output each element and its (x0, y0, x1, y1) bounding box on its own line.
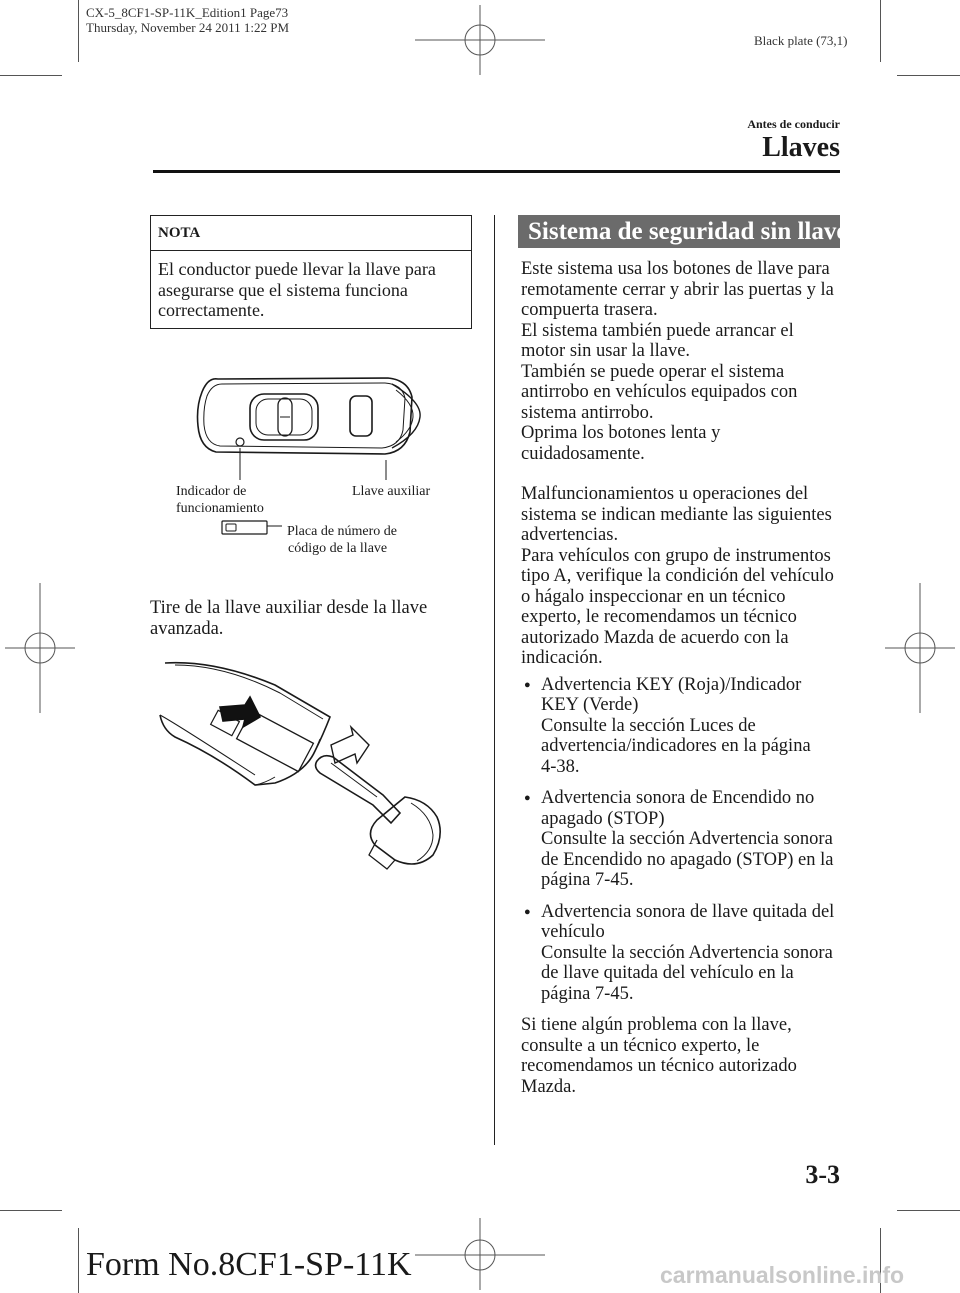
section-heading: Sistema de seguridad sin llave (528, 218, 848, 245)
form-number: Form No.8CF1-SP-11K (86, 1246, 412, 1283)
aux-key-removal-figure (155, 655, 455, 900)
aux-key-blade (316, 756, 400, 823)
pull-arrow (331, 727, 369, 763)
aux-key-instruction: Tire de la llave auxiliar desde la llave avanzada. (150, 598, 428, 639)
bullet-icon: ● (524, 678, 531, 691)
label-code-plate: Placa de número de código de la llave (287, 524, 398, 556)
bullet-icon: ● (524, 905, 531, 918)
intro-paragraph: Este sistema usa los botones de llave para remotamente cerrar y abrir las puertas y la compuerta trasera. El sistema también puede arrancar el motor sin usar la llave. También se puede operar el sistema antirrobo en vehículos equipados con sistema antirrobo. Oprima los botones lenta y cuidadosamente. (521, 259, 834, 464)
aux-key-head (370, 797, 440, 864)
warning-list (521, 675, 851, 1005)
note-box (150, 215, 472, 329)
release-arrow (220, 697, 260, 727)
header-rule (153, 170, 840, 173)
right-column (521, 259, 851, 1097)
trunk-button (350, 396, 372, 436)
section-label: Antes de conducir (747, 117, 840, 131)
operation-indicator (236, 438, 244, 446)
label-indicator: Indicador de funcionamiento (176, 484, 264, 516)
list-item: ● Advertencia sonora de llave quitada del vehículo Consulte la sección Advertencia sonora de llave quitada del vehículo en la página 7-45. (524, 901, 835, 1004)
aux-key-tab (385, 378, 412, 454)
print-date-line: Thursday, November 24 2011 1:22 PM (86, 20, 290, 35)
note-heading: NOTA (151, 216, 471, 251)
warning-paragraph: Malfuncionamientos u operaciones del sistema se indican mediante las siguientes advertencias. Para vehículos con grupo de instrumentos tipo A, verifique la condición del vehículo o hágalo inspeccionar en un técnico experto, le recomendamos un técnico autorizado Mazda de acuerdo con la indicación. (521, 484, 834, 668)
bullet-icon: ● (524, 792, 531, 804)
watermark: carmanualsonline.info (660, 1262, 905, 1288)
list-item: ● Advertencia KEY (Roja)/Indicador KEY (Verde) Consulte la sección Luces de advertencia/indicadores en la página 4-38. (524, 674, 811, 777)
section-heading-bar (518, 215, 848, 248)
note-text: El conductor puede llevar la llave para asegurarse que el sistema funciona correctamente. (158, 259, 436, 320)
code-plate (222, 521, 267, 534)
page-title: Llaves (762, 132, 840, 163)
closing-paragraph: Si tiene algún problema con la llave, consulte a un técnico experto, le recomendamos un técnico autorizado Mazda. (521, 1015, 797, 1097)
list-item: ● Advertencia sonora de Encendido no apagado (STOP) Consulte la sección Advertencia sonora de Encendido no apagado (STOP) en la página 7-45. (524, 788, 834, 890)
print-plate: Black plate (73,1) (754, 33, 848, 48)
key-fob-outline (198, 378, 413, 454)
print-file-line: CX-5_8CF1-SP-11K_Edition1 Page73 (86, 5, 289, 20)
page-number: 3-3 (805, 1160, 840, 1189)
label-aux-key: Llave auxiliar (352, 484, 431, 499)
column-divider (494, 215, 495, 1145)
